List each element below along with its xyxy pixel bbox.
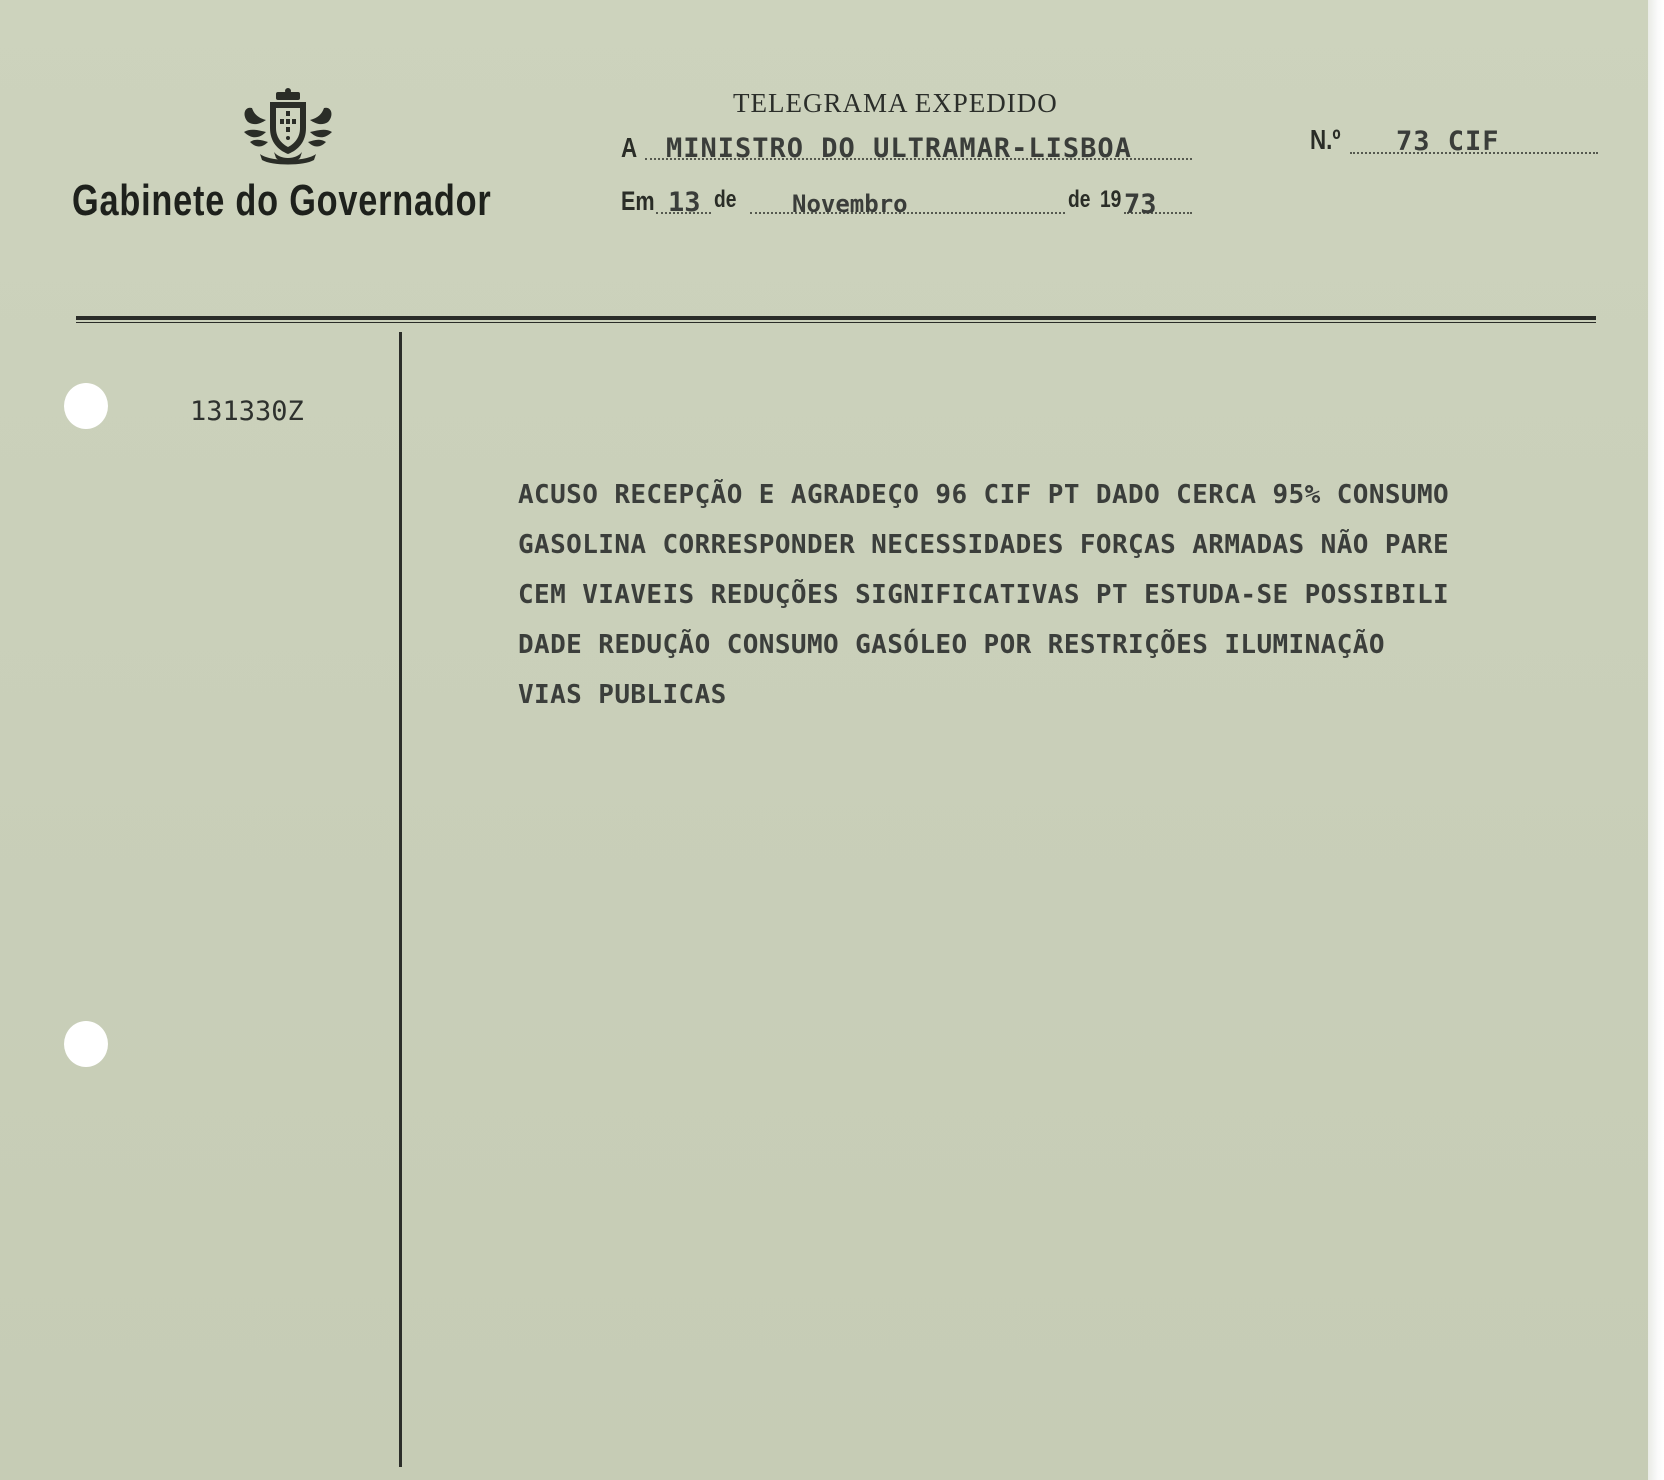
to-label: A xyxy=(621,132,638,163)
message-line: ACUSO RECEPÇÃO E AGRADEÇO 96 CIF PT DADO CERCA 95% CONSUMO xyxy=(518,480,1450,510)
paper-edge xyxy=(1648,0,1664,1480)
message-line: VIAS PUBLICAS xyxy=(518,680,727,710)
number-label: N.º xyxy=(1310,124,1341,155)
addressee: MINISTRO DO ULTRAMAR-LISBOA xyxy=(666,133,1132,164)
header-divider xyxy=(76,316,1596,323)
coat-of-arms-icon xyxy=(240,88,336,166)
message-line: GASOLINA CORRESPONDER NECESSIDADES FORÇAS ARMADAS NÃO PARE xyxy=(518,530,1450,560)
date-de-2: de xyxy=(1068,186,1091,213)
punch-hole-top xyxy=(64,383,108,429)
date-month: Novembro xyxy=(792,190,908,218)
date-year-prefix: 19 xyxy=(1100,186,1122,213)
message-line: DADE REDUÇÃO CONSUMO GASÓLEO POR RESTRIÇÕES ILUMINAÇÃO xyxy=(518,630,1385,660)
office-name: Gabinete do Governador xyxy=(72,176,492,225)
message-body xyxy=(518,470,1598,720)
column-divider xyxy=(399,332,402,1467)
document-title: TELEGRAMA EXPEDIDO xyxy=(733,88,1058,118)
punch-hole-bottom xyxy=(64,1021,108,1067)
date-year-suffix: 73 xyxy=(1124,189,1157,220)
telegram-number: 73 CIF xyxy=(1396,126,1500,157)
date-de-1: de xyxy=(714,186,737,213)
date-label: Em xyxy=(621,186,655,216)
message-line: CEM VIAVEIS REDUÇÕES SIGNIFICATIVAS PT ESTUDA-SE POSSIBILI xyxy=(518,580,1450,610)
date-time-group: 131330Z xyxy=(190,396,304,427)
date-day: 13 xyxy=(668,187,701,218)
